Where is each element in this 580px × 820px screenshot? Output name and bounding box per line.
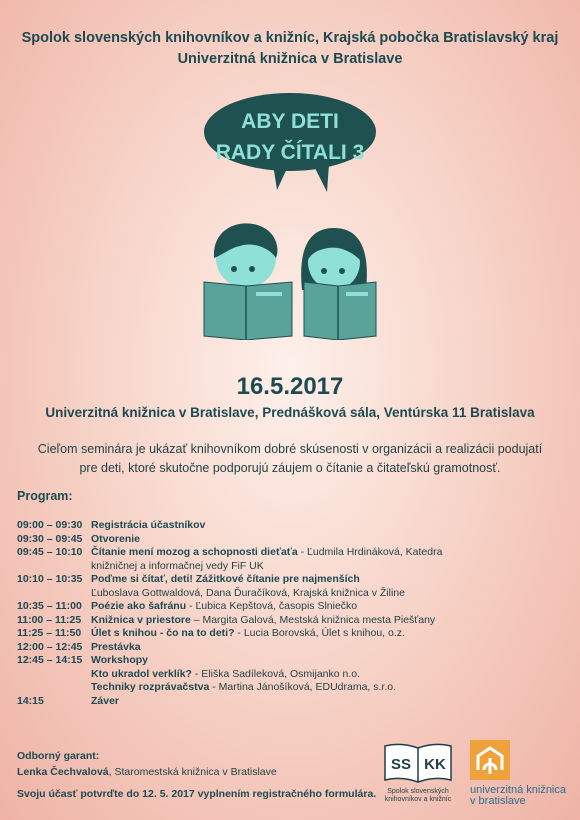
event-title-line-2: RADY ČÍTALI 3 <box>215 141 365 164</box>
program-time: 11:00 – 11:25 <box>17 613 82 626</box>
ukb-logo <box>470 740 575 806</box>
reading-children-illustration <box>200 220 380 340</box>
girl-book <box>304 282 376 340</box>
ssk-book-icon <box>383 742 453 784</box>
garant <box>17 766 277 778</box>
intro-line-2: pre deti, ktoré skutočne podporujú záujem o čítanie a čitateľskú gramotnosť. <box>79 461 501 475</box>
program-session-title: Poďme si čítať, deti! Zážitkové čítanie pre najmenších <box>91 573 360 585</box>
program-session-title: Techniky rozprávačstva <box>91 681 210 693</box>
program-session-title: Otvorenie <box>91 532 141 545</box>
program-desc <box>91 560 264 572</box>
event-date: 16.5.2017 <box>236 373 344 400</box>
intro-line-1: Cieľom seminára je ukázať knihovníkom dobré skúsenosti v organizácii a realizácii podujatí <box>37 442 543 456</box>
ssk-mark-right: KK <box>424 756 446 773</box>
event-title <box>203 106 377 168</box>
ukb-text <box>470 785 566 807</box>
program-time: 09:30 – 09:45 <box>17 532 83 545</box>
program-title: Program: <box>17 489 73 503</box>
organizer-header <box>0 28 580 70</box>
ukb-line-1: univerzitná knižnica <box>470 784 566 796</box>
ssk-caption-1: Spolok slovenských <box>387 788 449 795</box>
ssk-mark-left: SS <box>390 756 412 773</box>
program-time: 10:35 – 11:00 <box>17 600 82 612</box>
ukb-emblem-icon <box>470 740 510 780</box>
organizer-line-1: Spolok slovenských knihovníkov a knižníc, Krajská pobočka Bratislavský kraj <box>21 30 559 46</box>
program-time: 09:00 – 09:30 <box>17 519 83 531</box>
program-session-detail: knižničnej a informačnej vedy FiF UK <box>91 559 264 572</box>
event-venue: Univerzitná knižnica v Bratislave, Prednášková sála, Ventúrska 11 Bratislava <box>45 405 535 420</box>
program-session-title: Prestávka <box>91 640 141 653</box>
program-session-title: Knižnica v priestore <box>91 613 191 626</box>
ssk-logo <box>378 742 458 808</box>
registration-note: Svoju účasť potvrďte do 12. 5. 2017 vyplnením registračného formulára. <box>17 788 377 800</box>
program-desc <box>91 681 396 693</box>
program-time: 12:00 – 12:45 <box>17 640 83 653</box>
garant-org: , Staromestská knižnica v Bratislave <box>108 766 277 778</box>
program-session-title: Registrácia účastníkov <box>91 519 206 531</box>
program-session-detail: – Margita Galová, Mestská knižnica mesta Piešťany <box>190 613 436 626</box>
program-desc <box>91 587 405 599</box>
program-desc <box>91 546 442 558</box>
program-time: 14:15 <box>17 694 44 707</box>
program-time: 10:10 – 10:35 <box>17 573 83 585</box>
ukb-line-2: v bratislave <box>470 795 526 807</box>
program-session-title: Kto ukradol verklík? <box>91 667 192 680</box>
program-session-detail: - Eliška Sadíleková, Osmijanko n.o. <box>191 667 361 680</box>
program-desc <box>91 519 205 531</box>
program-session-detail: - Lucia Borovská, Úlet s knihou, o.z. <box>234 627 405 639</box>
boy-figure <box>214 223 278 288</box>
program-session-title: Čítanie mení mozog a schopnosti dieťaťa <box>91 546 298 558</box>
program-time: 12:45 – 14:15 <box>17 654 83 666</box>
program-session-title: Úlet s knihou - čo na to deti? <box>91 627 235 639</box>
event-intro <box>20 440 560 478</box>
program-session-detail: - Martina Jánošíková, EDUdrama, s.r.o. <box>209 681 397 693</box>
program-time: 09:45 – 10:10 <box>17 546 83 558</box>
program-session-title: Záver <box>91 694 120 707</box>
program-desc <box>91 654 148 666</box>
program-desc <box>91 573 360 585</box>
program-desc <box>91 668 360 680</box>
program-desc <box>91 614 435 626</box>
boy-book <box>204 282 292 340</box>
garant-title: Odborný garant: <box>17 750 100 762</box>
program-desc <box>91 641 141 653</box>
program-desc <box>91 695 119 707</box>
ssk-caption-2: knihovníkov a knižníc <box>384 796 452 803</box>
program-session-title: Workshopy <box>91 654 148 666</box>
program-time: 11:25 – 11:50 <box>17 627 82 639</box>
program-desc <box>91 627 405 639</box>
program-session-title: Poézie ako šafránu <box>91 600 187 612</box>
program-session-detail: - Ľubica Kepštová, časopis Slniečko <box>186 600 358 612</box>
program-session-detail: Ľuboslava Gottwaldová, Dana Ďuračíková, Krajská knižnica v Žiline <box>91 586 405 599</box>
event-title-line-1: ABY DETI <box>241 110 339 133</box>
program-desc <box>91 533 140 545</box>
program-desc <box>91 600 357 612</box>
organizer-line-2: Univerzitná knižnica v Bratislave <box>177 51 403 67</box>
garant-name: Lenka Čechvalová <box>17 766 109 778</box>
girl-figure <box>301 228 367 290</box>
program-session-detail: - Ľudmila Hrdináková, Katedra <box>297 546 443 558</box>
